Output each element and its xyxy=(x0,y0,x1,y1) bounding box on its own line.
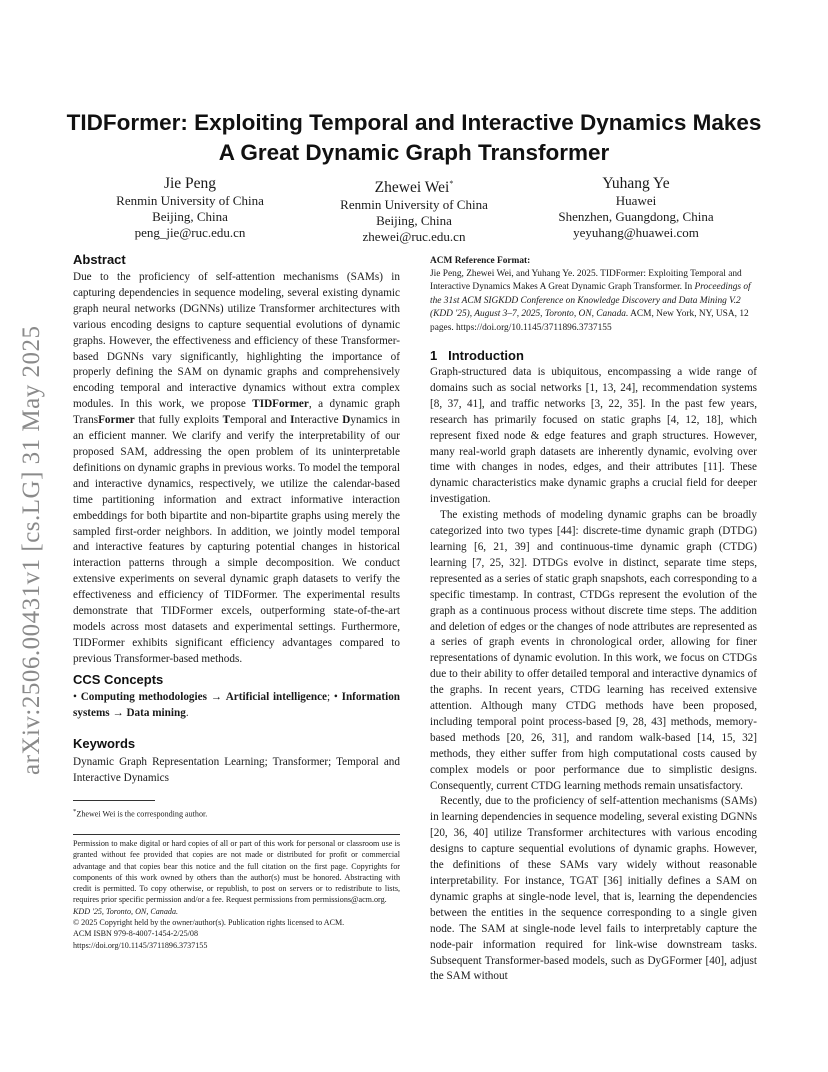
ccs-item: Data mining xyxy=(126,706,186,719)
introduction-body xyxy=(430,365,757,985)
abstract-heading: Abstract xyxy=(73,252,126,267)
arrow: → xyxy=(112,706,124,719)
copyright-text: © 2025 Copyright held by the owner/author(s). Publication rights licensed to ACM. xyxy=(73,918,345,928)
ccs-item: Information systems xyxy=(73,691,401,719)
introduction-heading xyxy=(430,348,757,364)
arxiv-stamp: arXiv:2506.00431v1 [cs.LG] 31 May 2025 xyxy=(18,325,45,775)
abstract-text: Due to the proficiency of self-attention mechanisms (SAMs) in capturing dependencies in sequence modeling, several existing dynamic graph neural networks (DGNNs) utilize Transformer architectures with various encoding designs to capture sequential evolutions of dynamic graphs. However, the effectiveness and efficiency of these Transformer-based DGNNs vary significantly, highlighting the importance of properly defining the SAM on dynamic graphs and comprehensively encoding temporal and interactive dynamics without extra complex modules. In this work, we propose xyxy=(73,271,400,411)
abstract-body xyxy=(73,270,400,668)
footnote xyxy=(73,806,400,820)
footnote-mark: * xyxy=(73,808,77,815)
author-name: Yuhang Ye xyxy=(602,175,670,192)
bold-fragment: I xyxy=(290,414,295,427)
author-location: Beijing, China xyxy=(152,209,228,224)
model-name: TIDFormer xyxy=(252,398,309,411)
author-email: peng_jie@ruc.edu.cn xyxy=(134,225,246,240)
section-number: 1 xyxy=(430,348,438,363)
abstract-text: emporal and xyxy=(230,414,291,427)
venue-text: KDD '25, Toronto, ON, Canada. xyxy=(73,906,179,916)
ccs-heading: CCS Concepts xyxy=(73,672,164,687)
corresponding-author-mark: * xyxy=(449,179,454,188)
abstract-text: that fully exploits xyxy=(134,414,223,427)
bold-fragment: Former xyxy=(98,414,135,427)
bold-fragment: D xyxy=(342,414,351,427)
intro-paragraph-2: The existing methods of modeling dynamic graphs can be broadly categorized into two types [44]: discrete-time dynamic graph (DTDG) learning [6, 21, 39] and continuous-time dynamic graph (CTDG) learning [7, 25, 32]. DTDGs evolve in distinct, separate time steps, represented as a series of static graph snapshots, each corresponding to a specific timestamp. In contrast, CTDGs represent the evolution of the graph as a continuous process without discrete time steps. The addition and deletion of edges or the changes of node attributes are represented as a series of graph events in chronological order, allowing for finer representations of dynamic evolution. In this work, we focus on CTDGs due to their ability to offer detailed temporal and interactive dynamics of the graphs. In recent years, CTDG learning has received extensive attention. Although many CTDG methods have been proposed, including temporal point process-based [9, 28, 43] methods, memory-based methods [20, 26, 31], and random walk-based [14, 15, 32] methods, they either suffer from high computational costs caused by complex models or poor performance due to simplistic designs. Consequently, current CTDG learning methods remain unsatisfactory. xyxy=(430,509,757,792)
author-affiliation: Huawei xyxy=(615,193,657,208)
author-block-2 xyxy=(317,174,511,245)
footnote-rule xyxy=(73,800,155,801)
author-block-1 xyxy=(95,174,285,241)
arrow: → xyxy=(210,691,222,703)
title-line-1: TIDFormer: Exploiting Temporal and Interactive Dynamics Makes xyxy=(66,110,762,135)
permission-text: Permission to make digital or hard copies of all or part of this work for personal or classroom use is granted without fee provided that copies are not made or distributed for profit or commercial advantage and that copies bear this notice and the full citation on the first page. Copyrights for components of this work owned by others than the author(s) must be honored. Abstracting with credit is permitted. To copy otherwise, or republish, to post on servers or to redistribute to lists, requires prior specific permission and/or a fee. Request permissions from permissions@acm.org. xyxy=(73,839,400,905)
acm-ref-format xyxy=(430,268,757,335)
separator: ; xyxy=(327,691,331,703)
ccs-item: Computing methodologies xyxy=(80,691,207,703)
bullet: • xyxy=(73,691,77,703)
author-email: yeyuhang@huawei.com xyxy=(573,225,699,240)
doi-link[interactable]: https://doi.org/10.1145/3711896.3737155 xyxy=(73,940,208,950)
section-title: Introduction xyxy=(448,348,524,363)
ref-proceedings: Proceedings of the 31st ACM SIGKDD Conference on Knowledge Discovery and Data Mining V.2 (KDD '25), August 3–7, 2025, Toronto, ON, Canada. xyxy=(430,282,751,320)
acm-ref-heading: ACM Reference Format: xyxy=(430,256,531,266)
ccs-concepts xyxy=(73,690,400,722)
keywords-text xyxy=(73,755,400,787)
ccs-item: Artificial intelligence xyxy=(225,691,328,703)
author-location: Beijing, China xyxy=(376,213,452,229)
bold-fragment: T xyxy=(222,414,231,427)
intro-paragraph-1: Graph-structured data is ubiquitous, encompassing a wide range of domains such as social networks [1, 13, 24], recommendation systems [8, 37, 41], and traffic networks [3, 22, 35]. In the past few years, research has primarily focused on static graphs [4, 12, 18], which represent fixed node & edge features and graph structures. However, many real-world graph datasets are inherently dynamic, evolving over time with changes in nodes, edges, and their attributes [11]. These dynamic characteristics make dynamic graphs a crucial field for deeper investigation. xyxy=(430,366,757,506)
author-email: zhewei@ruc.edu.cn xyxy=(362,229,466,245)
permission-rule xyxy=(73,834,400,835)
keywords-heading: Keywords xyxy=(73,736,136,751)
author-location: Shenzhen, Guangdong, China xyxy=(558,209,714,224)
author-block-3 xyxy=(541,174,731,241)
author-name: Jie Peng xyxy=(163,175,217,192)
author-affiliation: Renmin University of China xyxy=(340,197,488,213)
ref-authors-title: Jie Peng, Zhewei Wei, and Yuhang Ye. 2025. TIDFormer: Exploiting Temporal and Interactive Dynamics Makes A Great Dynamic Graph Transformer. In xyxy=(430,269,742,293)
author-affiliation: Renmin University of China xyxy=(116,193,264,208)
keywords-list: Dynamic Graph Representation Learning; Transformer; Temporal and Interactive Dynamics xyxy=(73,756,400,784)
period: . xyxy=(185,706,189,719)
author-name: Zhewei Wei xyxy=(374,179,450,197)
ref-tail: ACM, New York, NY, USA, 12 pages. https://doi.org/10.1145/3711896.3737155 xyxy=(430,309,749,333)
abstract-text: , a dynamic graph Trans xyxy=(73,398,400,427)
isbn-text: ACM ISBN 979-8-4007-1454-2/25/08 xyxy=(73,929,199,939)
title-line-2: A Great Dynamic Graph Transformer xyxy=(218,140,610,165)
permission-block xyxy=(73,838,400,951)
abstract-text: nteractive xyxy=(294,414,343,427)
abstract-text: ynamics in an efficient manner. We clarify and verify the interpretability of our proposed SAM, addressing the open problem of its uninterpretable definitions on dynamic graphs in previous works. To model the temporal and interactive dynamics, respectively, we utilize the calendar-based time partitioning information and extract informative interaction embeddings for both bipartite and non-bipartite graphs using merely the sampled first-order neighbors. In addition, we jointly model temporal and interactive features by capturing potential changes in historical interaction patterns through a simple decomposition. We conduct extensive experiments on several dynamic graph datasets to verify the effectiveness and efficiency of TIDFormer. The experimental results demonstrate that TIDFormer excels, outperforming state-of-the-art models across most datasets and experimental settings. Furthermore, TIDFormer exhibits significant efficiency advantages compared to previous Transformer-based methods. xyxy=(73,414,400,665)
footnote-text: Zhewei Wei is the corresponding author. xyxy=(76,809,208,819)
paper-title xyxy=(40,108,788,168)
bullet: • xyxy=(333,691,338,703)
intro-paragraph-3: Recently, due to the proficiency of self-attention mechanisms (SAMs) in learning dependencies in sequence modeling, several existing DGNNs [20, 36, 40] utilize Transformer architectures with various encoding designs to capture sequential evolutions of dynamic graphs. However, the definitions of these SAMs vary widely without reasonable interpretability. For instance, TGAT [36] initially defines a SAM on dynamic graphs at single-node level, that is, learning the dependencies between the entities in the sequence corresponding to a single given node. The SAM at single-node level fails to interpretably capture the node-pair information required for link-wise downstream tasks. Subsequent Transformer-based models, such as DyGFormer [40], adjust the SAM without xyxy=(430,795,757,983)
